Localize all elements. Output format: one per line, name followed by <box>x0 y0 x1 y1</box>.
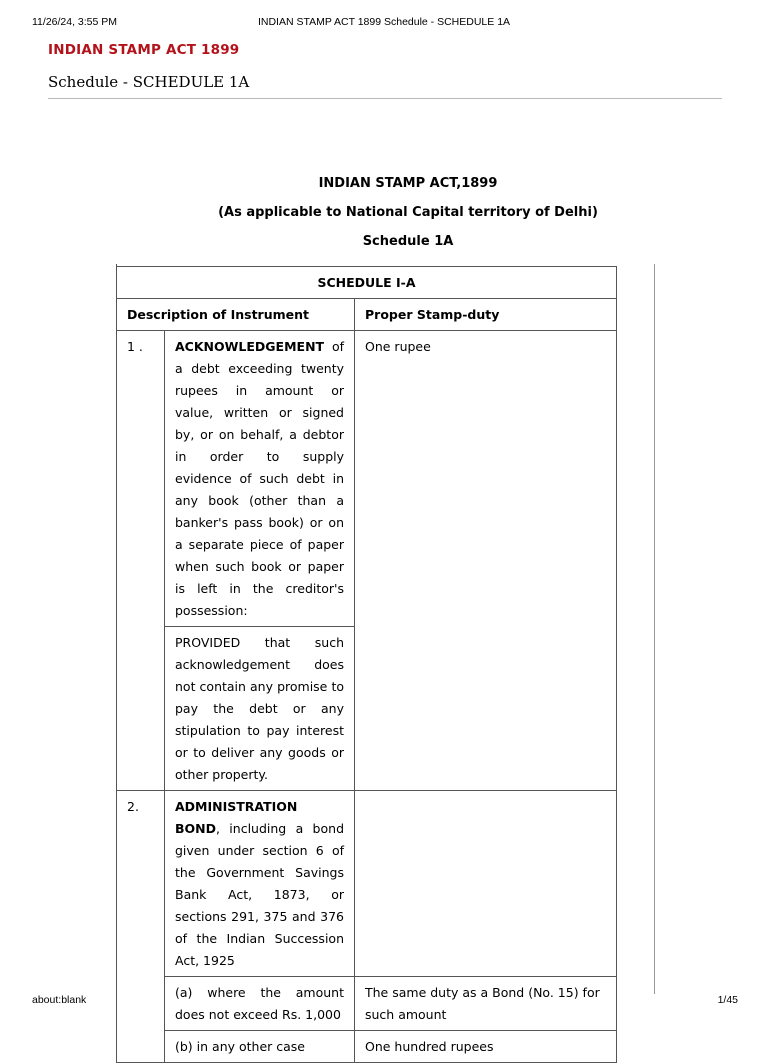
row-proviso: PROVIDED that such acknowledgement does not contain any promise to pay the debt or any stipulation to pay interest or to deliver any goods or other property. <box>165 627 355 791</box>
row-sub-b-duty: One hundred rupees <box>355 1031 617 1063</box>
table-caption-row <box>117 267 617 299</box>
row-description <box>165 791 355 977</box>
row-text: , including a bond given under section 6 of the Government Savings Bank Act, 1873, or sections 291, 375 and 376 of the Indian Succession Act, 1925 <box>175 821 344 968</box>
row-text: of a debt exceeding twenty rupees in amount or value, written or signed by, or on behalf, a debtor in order to supply evidence of such debt in any book (other than a banker's pass book) or on a separate piece of paper when such book or paper is left in the creditor's possession: <box>175 339 344 618</box>
row-number: 2. <box>117 791 165 1063</box>
print-datetime: 11/26/24, 3:55 PM <box>32 16 118 28</box>
act-title: INDIAN STAMP ACT 1899 <box>48 42 240 58</box>
schedule-title: Schedule - SCHEDULE 1A <box>48 73 250 91</box>
row-title: ACKNOWLEDGEMENT <box>175 339 325 354</box>
row-sub-a: (a) where the amount does not exceed Rs. 1,000 <box>165 977 355 1031</box>
row-sub-b: (b) in any other case <box>165 1031 355 1063</box>
heading-applicability: (As applicable to National Capital territory of Delhi) <box>218 205 598 220</box>
title-divider <box>48 98 722 99</box>
table-caption: SCHEDULE I-A <box>117 267 617 299</box>
col-header-duty: Proper Stamp-duty <box>355 299 617 331</box>
print-header <box>0 16 768 30</box>
row-duty <box>355 791 617 977</box>
row-sub-a-duty: The same duty as a Bond (No. 15) for such amount <box>355 977 617 1031</box>
print-page-counter: 1/45 <box>717 994 738 1006</box>
schedule-table <box>116 266 617 1063</box>
table-row <box>117 791 617 977</box>
table-row <box>117 1031 617 1063</box>
print-page-title: INDIAN STAMP ACT 1899 Schedule - SCHEDULE 1A <box>257 16 511 28</box>
table-right-frame <box>654 264 655 994</box>
row-description <box>165 331 355 627</box>
row-duty: One rupee <box>355 331 617 791</box>
row-number: 1 . <box>117 331 165 791</box>
table-header-row <box>117 299 617 331</box>
print-url: about:blank <box>32 994 87 1006</box>
table-row <box>117 331 617 627</box>
row-title: ADMINISTRATION BOND <box>175 799 298 836</box>
heading-schedule: Schedule 1A <box>362 234 454 249</box>
heading-act: INDIAN STAMP ACT,1899 <box>318 176 498 191</box>
print-footer <box>0 994 768 1008</box>
col-header-description: Description of Instrument <box>117 299 355 331</box>
